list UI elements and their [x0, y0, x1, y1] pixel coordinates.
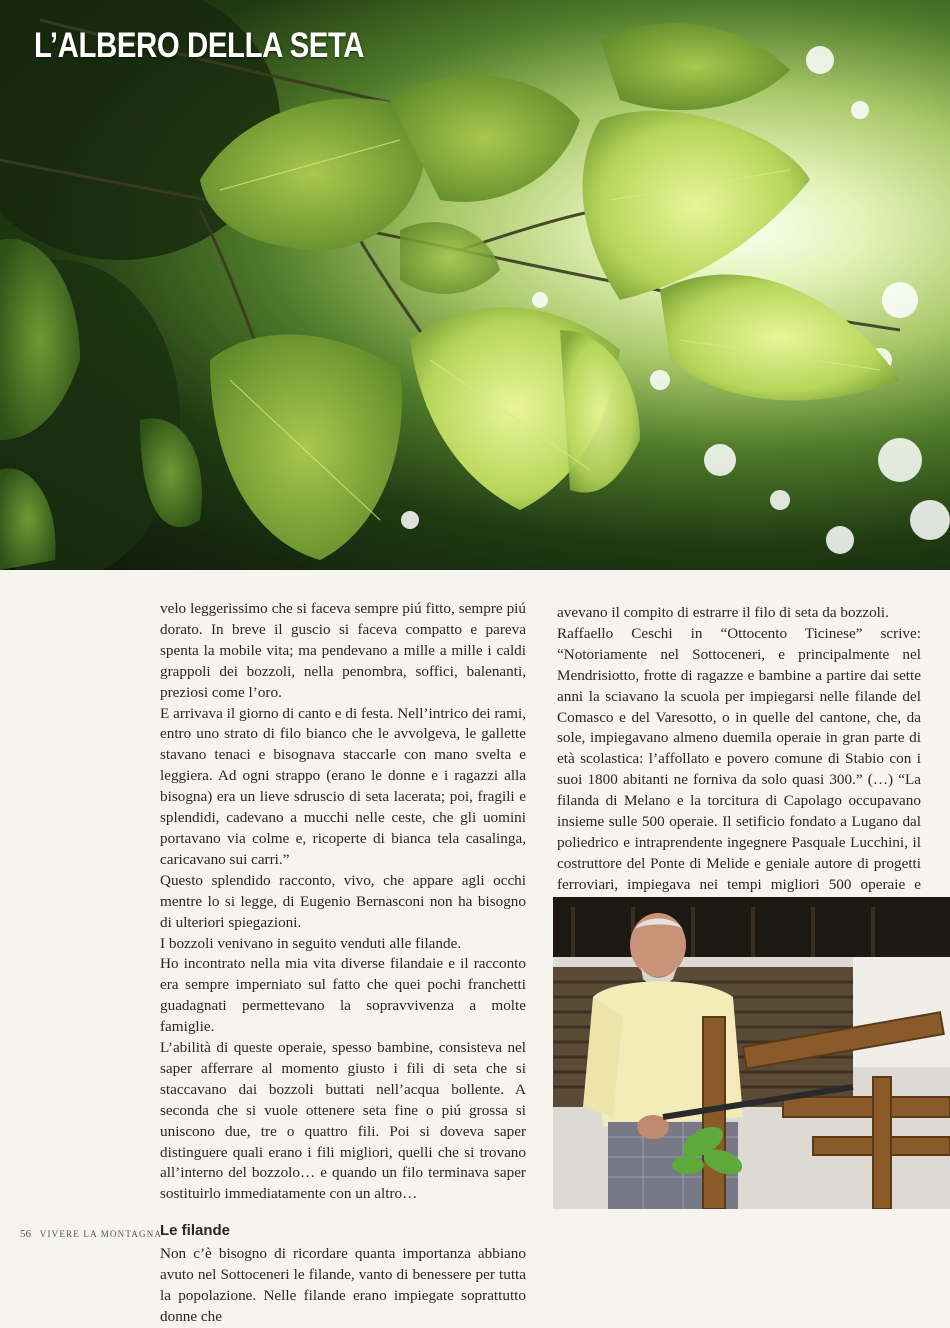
article-right-column	[557, 603, 921, 917]
paragraph: L’abilità di queste operaie, spesso bambine, consisteva nel saper afferrare al momento giusto i fili di seta che si staccavano dai bozzoli buttati nell’acqua bollente. A seconda che si vuole ottenere seta fine o piú grossa si uniscono due, tre o quattro fili. Poi si doveva saper distinguere quali erano i fili migliori, quelli che si trovano all’interno del bozzolo… e quando un filo terminava saper sostituirlo immediatamente con un altro…	[160, 1039, 526, 1203]
paragraph: velo leggerissimo che si faceva sempre piú fitto, sempre piú dorato. In breve il guscio si faceva compatto e pareva spenta la mobile vita; ma pendevano a mille a mille i caldi grappoli dei bozzoli, nella penombra, soffici, balenanti, preziosi come l’oro.	[160, 600, 526, 701]
paragraph: Non c’è bisogno di ricordare quanta importanza abbiano avuto nel Sottoceneri le filande, vanto di benessere per tutta la popolazione. Nelle filande erano impiegate soprattutto donne che	[160, 1245, 526, 1325]
paragraph: Ho incontrato nella mia vita diverse filandaie e il racconto era sempre imperniato sul fatto che quei pochi franchetti guadagnati permettevano la sopravvivenza a molte famiglie.	[160, 955, 526, 1036]
mulberry-leaves-illustration	[0, 0, 950, 570]
paragraph: E arrivava il giorno di canto e di festa. Nell’intrico dei rami, entro uno strato di filo bianco che le avvolgeva, le gallette stavano tenaci e bisognava staccarle con mano svelta e leggiera. Ad ogni strappo (erano le donne e i ragazzi alla bisogna) era un lieve sdruscio di seta lacerata; poi, fragili e splendidi, cadevano a mucchi nelle ceste, che gli uomini portavano via colme e, ricoperte di bianca tela casalinga, caricavano sui carri.”	[160, 704, 526, 868]
article-left-column	[160, 599, 526, 1328]
hero-photo-mulberry-leaves	[0, 0, 950, 570]
paragraph: I bozzoli venivano in seguito venduti alle filande.	[160, 934, 462, 952]
subheading-le-filande: Le filande	[160, 1222, 231, 1240]
paragraph: Raffaello Ceschi in “Ottocento Ticinese” scrive: “Notoriamente nel Sottoceneri, e principalmente nel Mendrisiotto, frotte di ragazze e bambine a partire dai sette anni la sciavano la scuola per impiegarsi nelle filande del Comasco e del Varesotto, o in quelle del cantone, che, da sole, impiegavano almeno duemila operaie in gran parte di età scolastica: l’affollato e povero comune di Stabio con i suoi 1800 abitanti ne forniva da solo quasi 300.” (…) “La filanda di Melano e la torcitura di Capolago occupavano insieme sulle 500 operaie. Il setificio fondato a Lugano dal poliedrico e intraprendente ingegnere Pasquale Lucchini, il costruttore del Ponte di Melide e geniale autore di progetti ferroviari, impiegava nei tempi migliori 500 operaie e	[557, 624, 921, 893]
page-footer	[20, 1228, 162, 1240]
man-with-wooden-reel-illustration	[553, 897, 950, 1209]
magazine-name: VIVERE LA MONTAGNA	[39, 1229, 163, 1239]
section-title: L’ALBERO DELLA SETA	[34, 26, 365, 65]
paragraph: Questo splendido racconto, vivo, che appare agli occhi mentre lo si legge, di Eugenio Bernasconi non ha bisogno di ulteriori spiegazioni.	[160, 871, 526, 931]
photo-man-at-reel	[553, 897, 950, 1209]
paragraph: avevano il compito di estrarre il filo di seta da bozzoli.	[557, 604, 889, 621]
page-number: 56	[20, 1228, 31, 1240]
